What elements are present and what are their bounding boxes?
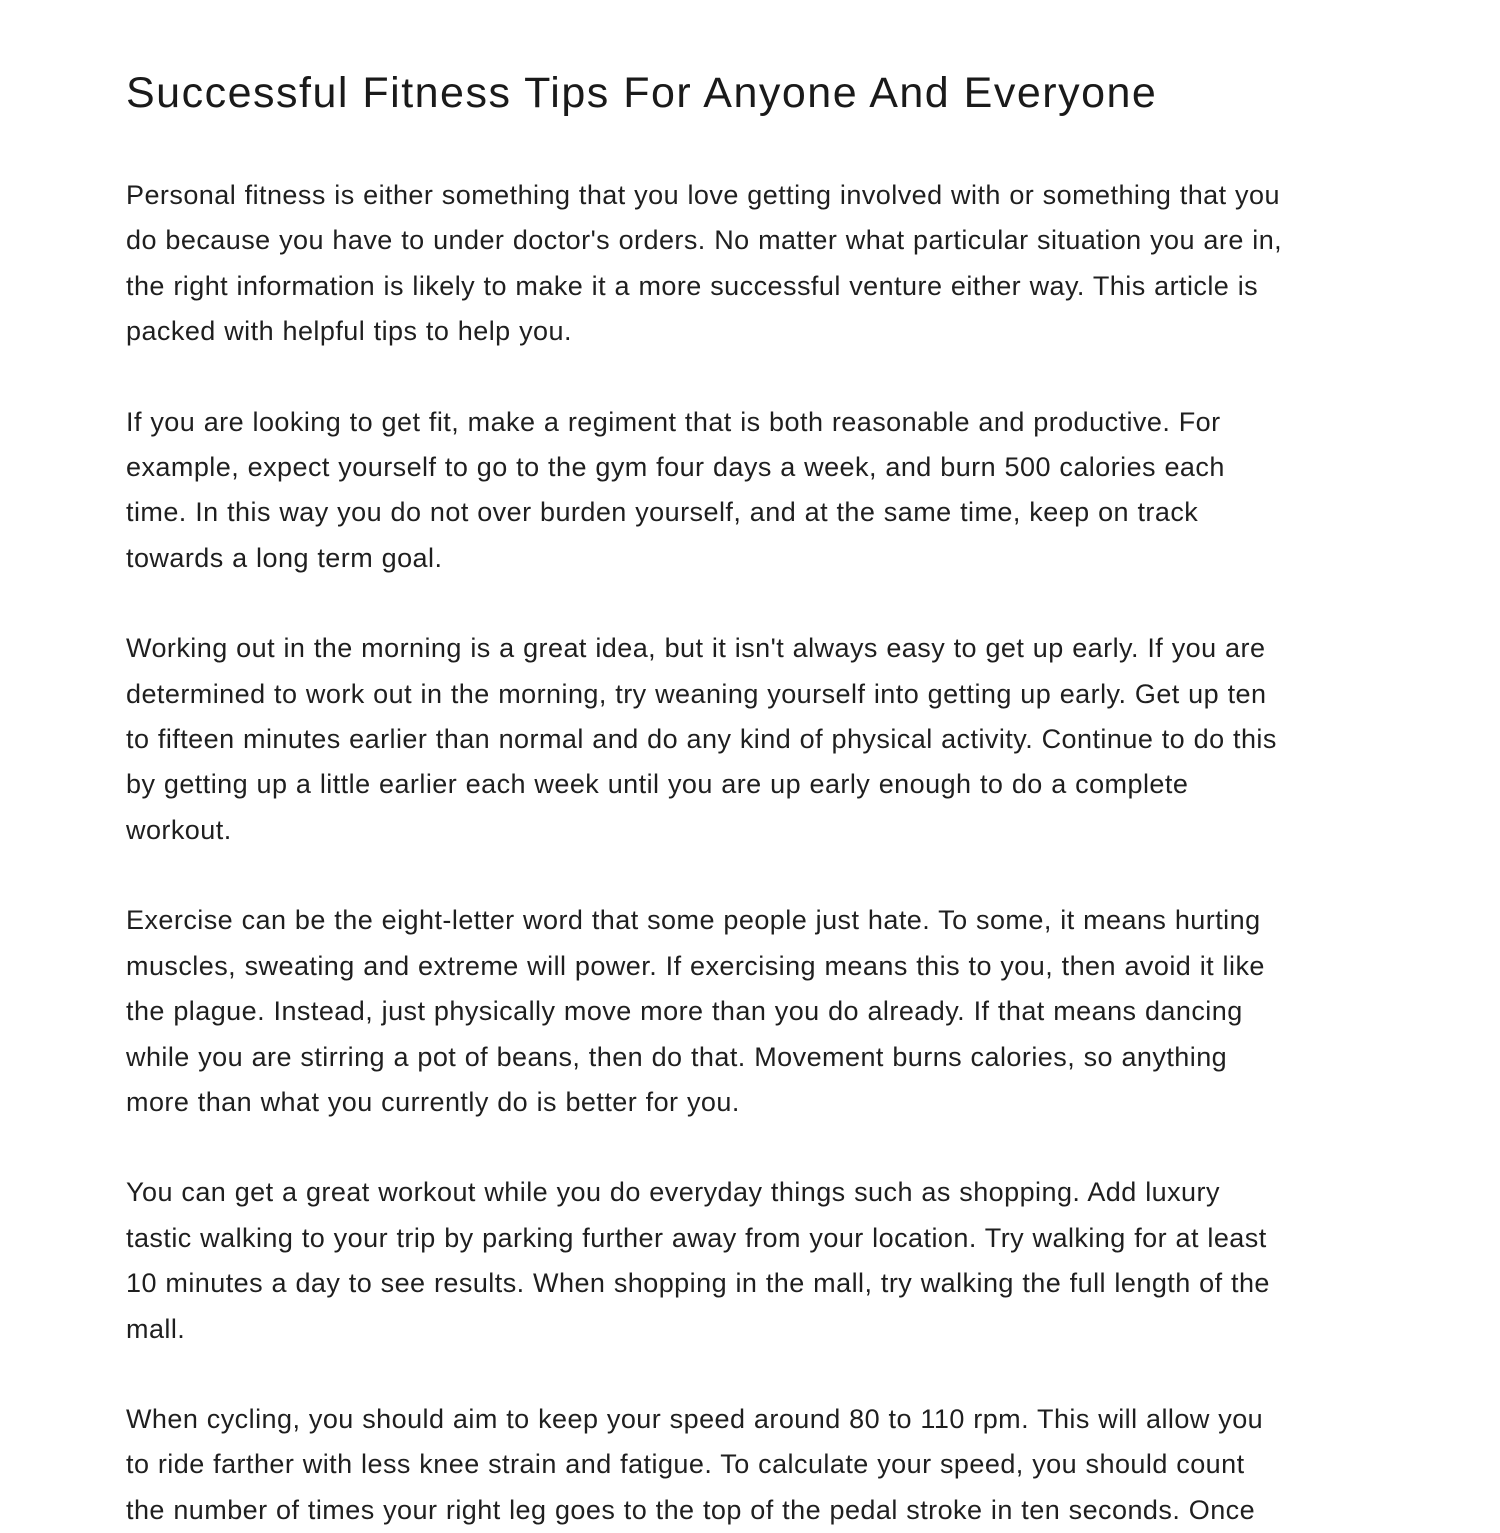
text-line: the plague. Instead, just physically move more than you do already. If that means dancing xyxy=(126,996,1243,1027)
text-line: Working out in the morning is a great idea, but it isn't always easy to get up early. If you are xyxy=(126,633,1266,664)
text-line: packed with helpful tips to help you. xyxy=(126,316,572,347)
text-line: towards a long term goal. xyxy=(126,542,443,573)
text-line: If you are looking to get fit, make a regiment that is both reasonable and productive. For xyxy=(126,406,1221,437)
text-line: workout. xyxy=(126,814,232,845)
text-line: mall. xyxy=(126,1313,186,1344)
text-line: time. In this way you do not over burden yourself, and at the same time, keep on track xyxy=(126,497,1199,528)
text-line: example, expect yourself to go to the gym four days a week, and burn 500 calories each xyxy=(126,452,1225,483)
text-line: to ride farther with less knee strain and fatigue. To calculate your speed, you should count xyxy=(126,1449,1245,1480)
text-line: the number of times your right leg goes to the top of the pedal stroke in ten seconds. Once xyxy=(126,1494,1256,1525)
text-line: 10 minutes a day to see results. When shopping in the mall, try walking the full length of the xyxy=(126,1268,1270,1299)
text-line: You can get a great workout while you do everyday things such as shopping. Add luxury xyxy=(126,1177,1220,1208)
text-line: muscles, sweating and extreme will power. If exercising means this to you, then avoid it like xyxy=(126,950,1265,981)
text-line: Personal fitness is either something that you love getting involved with or something that you xyxy=(126,180,1280,210)
text-line: while you are stirring a pot of beans, then do that. Movement burns calories, so anything xyxy=(126,1041,1228,1072)
text-line: determined to work out in the morning, try weaning yourself into getting up early. Get up ten xyxy=(126,678,1267,709)
paragraph xyxy=(126,1170,1376,1352)
text-line: to fifteen minutes earlier than normal and do any kind of physical activity. Continue to do this xyxy=(126,724,1277,755)
text-line: more than what you currently do is better for you. xyxy=(126,1086,740,1117)
paragraph xyxy=(126,898,1376,1125)
text-line: Exercise can be the eight-letter word that some people just hate. To some, it means hurting xyxy=(126,905,1261,936)
text-line: by getting up a little earlier each week until you are up early enough to do a complete xyxy=(126,769,1189,800)
paragraph xyxy=(126,1397,1376,1533)
paragraph xyxy=(126,626,1376,853)
article-body xyxy=(126,64,1376,1533)
text-line: tastic walking to your trip by parking further away from your location. Try walking for at least xyxy=(126,1222,1267,1253)
paragraph xyxy=(126,173,1376,355)
text-line: When cycling, you should aim to keep your speed around 80 to 110 rpm. This will allow you xyxy=(126,1403,1264,1434)
paragraph xyxy=(126,400,1376,582)
text-line: do because you have to under doctor's orders. No matter what particular situation you are in, xyxy=(126,225,1283,256)
page-title: Successful Fitness Tips For Anyone And Everyone xyxy=(126,69,1158,117)
text-line: the right information is likely to make it a more successful venture either way. This article is xyxy=(126,270,1259,301)
